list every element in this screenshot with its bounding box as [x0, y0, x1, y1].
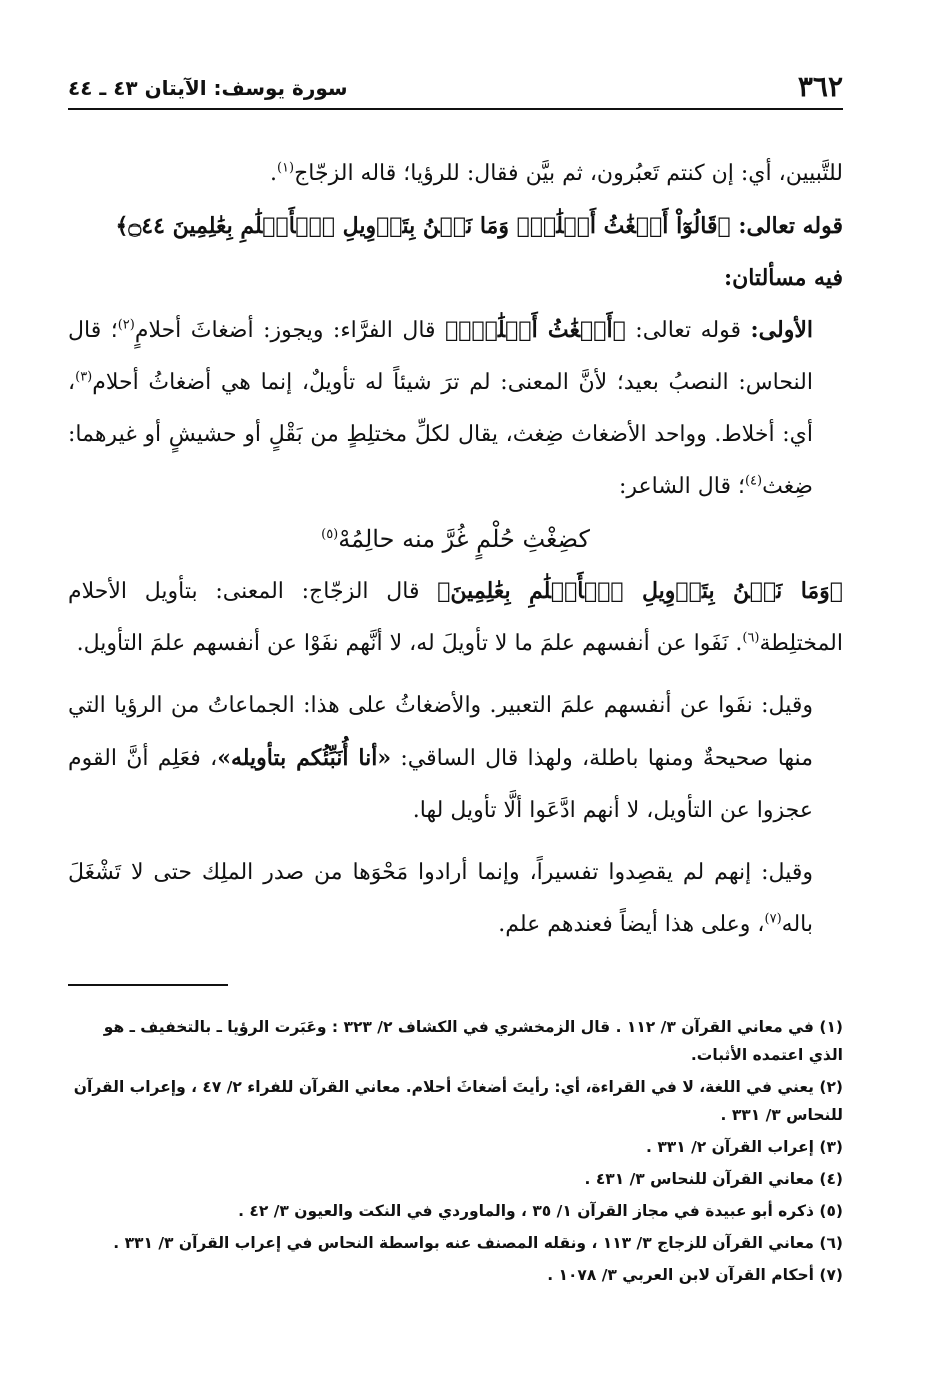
issue-1 — [68, 304, 843, 513]
text: قال الزجّاج: المعنى: بتأويل الأحلام المختلِطة — [68, 579, 843, 656]
footnote-ref: (٢) — [117, 317, 135, 333]
paragraph-1 — [68, 148, 843, 200]
footnote-ref: (٧) — [764, 911, 782, 927]
text: . نَفَوا عن أنفسهم علمَ ما لا تأويلَ له، لا أنَّهم نفَوْا عن أنفسهم علمَ التأويل. — [76, 631, 743, 656]
verse-intro: قوله تعالى: — [738, 213, 843, 239]
section-title: فيه مسألتان: — [723, 265, 843, 291]
issue-label: الأولى: — [750, 317, 813, 343]
paragraph-2 — [68, 565, 843, 670]
text: ، وعلى هذا أيضاً فعندهم علم. — [498, 912, 765, 937]
verse-line — [68, 200, 843, 252]
footnote-ref: (٦) — [742, 630, 760, 646]
text: ، فعَلِم أنَّ القوم عجزوا عن التأويل، لا أنهم ادَّعَوا ألَّا تأويل لها. — [68, 746, 813, 823]
text: ؛ قال الشاعر: — [618, 474, 745, 499]
footnote-1: (١) في معاني القرآن ٣/ ١١٢ . قال الزمخشري في الكشاف ٢/ ٣٢٣ : وعَبَرت الرؤيا ـ بالتخفيف ـ هو الذي اعتمده الأثبات. — [103, 1018, 843, 1064]
text: وقيل: نفَوا عن أنفسهم علمَ التعبير. والأضغاثُ على هذا: الجماعاتُ من الرؤيا التي منها صحيحةٌ ومنها باطلة، ولهذا قال الساقي: — [68, 693, 813, 771]
verse-text: ﴿قَالُوٓاْ أَضۡغَٰثُ أَحۡلَٰمٖۖ وَمَا نَحۡنُ بِتَأۡوِيلِ ٱلۡأَحۡلَٰمِ بِعَٰلِمِينَ ۝٤٤﴾ — [115, 213, 731, 239]
poem-text: كضِغْثِ حُلْمٍ غُرَّ منه حالِمُهْ — [338, 525, 590, 553]
text: للتَّبيين، أي: إن كنتم تَعبُرون، ثم بيَّن فقال: للرؤيا؛ قاله الزجّاج — [294, 161, 843, 186]
footnote-4: (٤) معاني القرآن للنحاس ٣/ ٤٣١ . — [584, 1170, 843, 1188]
footnote-ref: (١) — [276, 160, 295, 176]
footnote-5: (٥) ذكره أبو عبيدة في مجاز القرآن ١/ ٣٥ ، والماوردي في النكت والعيون ٣/ ٤٢ . — [238, 1202, 843, 1220]
header-rule — [68, 108, 843, 110]
footnote-3: (٣) إعراب القرآن ٢/ ٣٣١ . — [646, 1138, 843, 1156]
text: ؛ قال النحاس: النصبُ بعيد؛ لأنَّ المعنى: لم ترَ شيئاً له تأويلٌ، إنما هي أضغاثُ أحلام — [68, 318, 813, 395]
footnote-ref: (٤) — [744, 473, 763, 489]
paragraph-3 — [68, 680, 843, 837]
footnotes — [68, 1013, 843, 1293]
text: وقيل: إنهم لم يقصِدوا تفسيراً، وإنما أرادوا مَحْوَها من صدر الملِك حتى لا تَشْغَلَ باله — [68, 860, 813, 937]
footnote-ref: (٣) — [75, 369, 93, 385]
main-text — [68, 148, 843, 951]
quote: «أنا أُنَبِّئُكم بتأويله» — [217, 745, 392, 771]
running-title: سورة يوسف: الآيتان ٤٣ ـ ٤٤ — [68, 76, 348, 100]
footnote-2: (٢) يعني في اللغة، لا في القراءة، أي: رأيتَ أضغاثَ أحلام. معاني القرآن للفراء ٢/ ٤٧ ، وإعراب القرآن للنحاس ٣/ ٣٣١ . — [73, 1078, 843, 1124]
quran-quote: ﴿أَضۡغَٰثُ أَحۡلَٰمٖۖ﴾ — [445, 317, 626, 343]
footnote-ref: (٥) — [321, 527, 339, 542]
footnote-6: (٦) معاني القرآن للزجاج ٣/ ١١٣ ، ونقله المصنف عنه بواسطة النحاس في إعراب القرآن ٣/ ٣٣١ . — [113, 1234, 843, 1252]
paragraph-4 — [68, 847, 843, 951]
text: قال الفرَّاء: ويجوز: أضغاثَ أحلامٍ — [134, 318, 436, 343]
footnote-rule — [68, 984, 228, 986]
page-header — [68, 68, 843, 106]
page-number: ٣٦٢ — [797, 70, 843, 103]
footnote-7: (٧) أحكام القرآن لابن العربي ٣/ ١٠٧٨ . — [547, 1266, 843, 1284]
text: قوله تعالى: — [635, 318, 742, 343]
text: ، أي: أخلاط. وواحد الأضغاث ضِغث، يقال لكلِّ مختلِطٍ من بَقْلٍ أو حشيشٍ أو غيرهما: ضِغث — [68, 370, 813, 499]
text: . — [269, 161, 277, 186]
page — [68, 68, 843, 106]
quran-quote: ﴿وَمَا نَحۡنُ بِتَأۡوِيلِ ٱلۡأَحۡلَٰمِ بِعَٰلِمِينَ﴾ — [437, 578, 844, 604]
poem-line — [68, 513, 843, 565]
